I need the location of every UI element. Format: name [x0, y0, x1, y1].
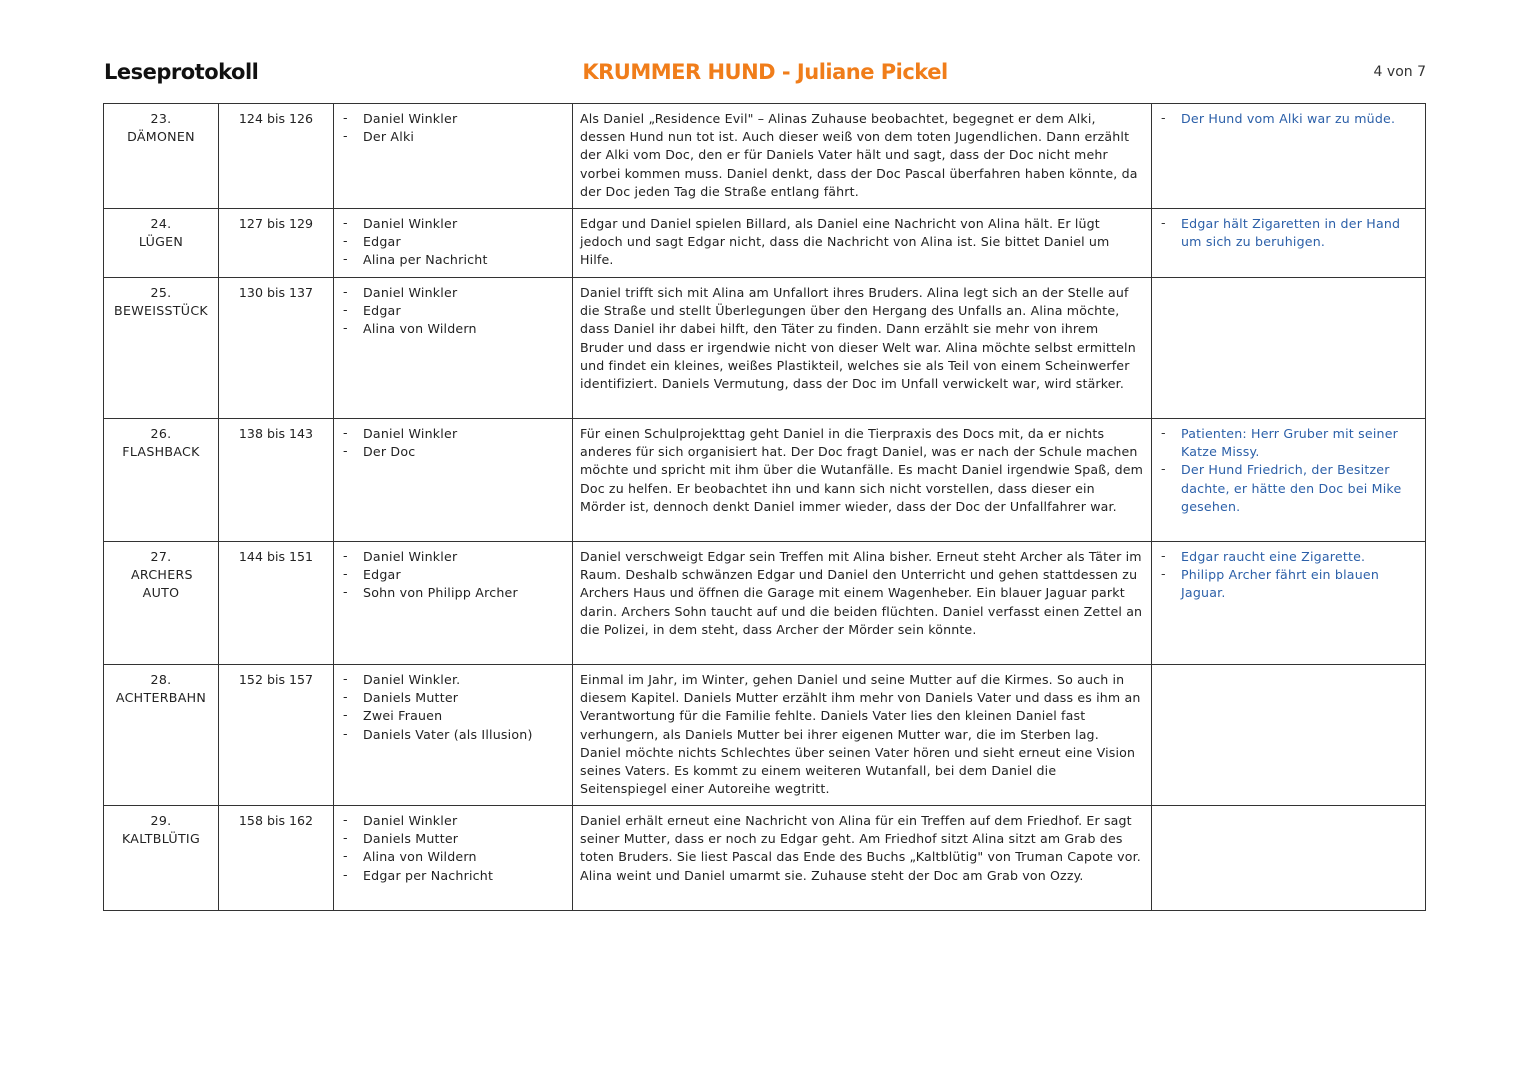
- chapter-number: 28.: [150, 672, 172, 687]
- summary-cell: Daniel trifft sich mit Alina am Unfallort ihres Bruders. Alina legt sich an der Stelle auf die Straße und stellt Überlegungen über den Hergang des Unfalls an. Alina möchte, dass Daniel ihr dabei hilft, den Täter zu finden. Dann erzählt sie mehr von ihrem Bruder und dass er irgendwie nicht von dieser Welt war. Alina möchte selbst ermitteln und findet ein kleines, weißes Plastikteil, welches sie als Teil von einem Scheinwerfer identifiziert. Daniels Vermutung, dass der Doc im Unfall verwickelt war, wird stärker.: [573, 278, 1152, 419]
- characters-list: [341, 110, 565, 146]
- note-item: - Philipp Archer fährt ein blauen Jaguar.: [1159, 566, 1418, 602]
- characters-cell: [334, 542, 573, 665]
- character-item: - Edgar: [341, 566, 565, 584]
- reading-protocol-table: [103, 103, 1426, 911]
- note-item: - Edgar raucht eine Zigarette.: [1159, 548, 1418, 566]
- chapter-title: ARCHERS AUTO: [131, 567, 193, 601]
- table-body: [104, 104, 1426, 911]
- notes-cell: [1152, 209, 1426, 278]
- notes-cell: [1152, 806, 1426, 911]
- chapter-title: ACHTERBAHN: [115, 690, 207, 706]
- character-item: - Zwei Frauen: [341, 707, 565, 725]
- pages-cell: 124 bis 126: [219, 104, 334, 209]
- summary-cell: Daniel verschweigt Edgar sein Treffen mit Alina bisher. Erneut steht Archer als Täter im Raum. Deshalb schwänzen Edgar und Daniel den Unterricht und gehen stattdessen zu Archers Haus und öffnen die Garage mit einem Wagenheber. Ein blauer Jaguar parkt darin. Archers Sohn taucht auf und die beiden flüchten. Daniel verfasst einen Zettel an die Polizei, in dem steht, dass Archer der Mörder sein könnte.: [573, 542, 1152, 665]
- character-item: - Daniel Winkler: [341, 284, 565, 302]
- characters-list: [341, 425, 565, 461]
- characters-cell: [334, 806, 573, 911]
- characters-cell: [334, 104, 573, 209]
- character-item: - Edgar: [341, 302, 565, 320]
- page-header: [104, 58, 1426, 94]
- chapter-cell: [104, 104, 219, 209]
- character-item: - Sohn von Philipp Archer: [341, 584, 565, 602]
- table-row: [104, 209, 1426, 278]
- chapter-title: DÄMONEN: [127, 129, 195, 145]
- chapter-cell: [104, 806, 219, 911]
- notes-list: [1159, 425, 1418, 516]
- character-item: - Der Doc: [341, 443, 565, 461]
- character-item: - Daniel Winkler: [341, 812, 565, 830]
- chapter-cell: [104, 665, 219, 806]
- character-item: - Edgar per Nachricht: [341, 867, 565, 885]
- characters-cell: [334, 278, 573, 419]
- document-label: Leseprotokoll: [104, 60, 259, 84]
- note-item: - Patienten: Herr Gruber mit seiner Katze Missy.: [1159, 425, 1418, 461]
- notes-cell: [1152, 665, 1426, 806]
- notes-cell: [1152, 419, 1426, 542]
- document-title: KRUMMER HUND - Juliane Pickel: [582, 60, 948, 84]
- chapter-number: 26.: [150, 426, 172, 441]
- character-item: - Alina von Wildern: [341, 320, 565, 338]
- character-item: - Daniel Winkler: [341, 215, 565, 233]
- table-row: [104, 104, 1426, 209]
- character-item: - Daniel Winkler: [341, 110, 565, 128]
- characters-list: [341, 671, 565, 744]
- table-row: [104, 806, 1426, 911]
- summary-cell: Edgar und Daniel spielen Billard, als Daniel eine Nachricht von Alina hält. Er lügt jedoch und sagt Edgar nicht, dass die Nachricht von Alina ist. Sie bittet Daniel um Hilfe.: [573, 209, 1152, 278]
- character-item: - Der Alki: [341, 128, 565, 146]
- chapter-number: 25.: [150, 285, 172, 300]
- characters-cell: [334, 419, 573, 542]
- pages-cell: 127 bis 129: [219, 209, 334, 278]
- notes-list: [1159, 110, 1418, 128]
- notes-cell: [1152, 278, 1426, 419]
- characters-cell: [334, 209, 573, 278]
- character-item: - Daniels Vater (als Illusion): [341, 726, 565, 744]
- summary-cell: Einmal im Jahr, im Winter, gehen Daniel und seine Mutter auf die Kirmes. So auch in diesem Kapitel. Daniels Mutter erzählt ihm mehr von Daniels Vater und dass es ihm an Verantwortung für die Familie fehlte. Daniels Vater lies den kleinen Daniel fast verhungern, als Daniels Mutter bei ihrer eigenen Mutter war, die im Sterben lag. Daniel möchte nichts Schlechtes über seinen Vater hören und sieht erneut eine Vision seines Vaters. Es kommt zu einem weiteren Wutanfall, bei dem Daniel die Seitenspiegel einer Autoreihe wegtritt.: [573, 665, 1152, 806]
- chapter-number: 27.: [150, 549, 172, 564]
- character-item: - Alina von Wildern: [341, 848, 565, 866]
- chapter-cell: [104, 542, 219, 665]
- notes-cell: [1152, 104, 1426, 209]
- pages-cell: 158 bis 162: [219, 806, 334, 911]
- characters-cell: [334, 665, 573, 806]
- table-row: [104, 419, 1426, 542]
- chapter-title: LÜGEN: [138, 234, 184, 250]
- summary-cell: Als Daniel „Residence Evil" – Alinas Zuhause beobachtet, begegnet er dem Alki, dessen Hund nun tot ist. Auch dieser weiß von dem toten Jugendlichen. Dann erzählt der Alki vom Doc, den er für Daniels Vater hält und sagt, dass der Doc nicht mehr vorbei kommen muss. Daniel denkt, dass der Doc Pascal überfahren haben könnte, da der Doc jeden Tag die Straße entlang fährt.: [573, 104, 1152, 209]
- characters-list: [341, 215, 565, 270]
- pages-cell: 138 bis 143: [219, 419, 334, 542]
- character-item: - Alina per Nachricht: [341, 251, 565, 269]
- chapter-title: FLASHBACK: [122, 444, 200, 460]
- chapter-number: 24.: [150, 216, 172, 231]
- characters-list: [341, 812, 565, 885]
- characters-list: [341, 548, 565, 603]
- summary-cell: Daniel erhält erneut eine Nachricht von Alina für ein Treffen auf dem Friedhof. Er sagt seiner Mutter, dass er noch zu Edgar geht. Am Friedhof sitzt Alina sitzt am Grab des toten Bruders. Sie liest Pascal das Ende des Buchs „Kaltblütig" von Truman Capote vor. Alina weint und Daniel umarmt sie. Zuhause steht der Doc am Grab von Ozzy.: [573, 806, 1152, 911]
- pages-cell: 130 bis 137: [219, 278, 334, 419]
- character-item: - Daniels Mutter: [341, 689, 565, 707]
- table-row: [104, 542, 1426, 665]
- pages-cell: 152 bis 157: [219, 665, 334, 806]
- page-number: 4 von 7: [1373, 64, 1426, 80]
- note-item: - Der Hund Friedrich, der Besitzer dachte, er hätte den Doc bei Mike gesehen.: [1159, 461, 1418, 516]
- character-item: - Daniel Winkler.: [341, 671, 565, 689]
- summary-cell: Für einen Schulprojekttag geht Daniel in die Tierpraxis des Docs mit, da er nichts anderes für sich organisiert hat. Der Doc fragt Daniel, was er nach der Schule machen möchte und spricht mit ihm über die Wutanfälle. Es macht Daniel irgendwie Spaß, dem Doc zu helfen. Er beobachtet ihn und kann sich nicht vorstellen, dass dieser ein Mörder ist, dennoch denkt Daniel immer wieder, dass der Doc der Unfallfahrer war.: [573, 419, 1152, 542]
- notes-list: [1159, 215, 1418, 251]
- character-item: - Daniel Winkler: [341, 548, 565, 566]
- note-item: - Der Hund vom Alki war zu müde.: [1159, 110, 1418, 128]
- chapter-title: KALTBLÜTIG: [121, 831, 201, 847]
- pages-cell: 144 bis 151: [219, 542, 334, 665]
- chapter-cell: [104, 209, 219, 278]
- character-item: - Daniels Mutter: [341, 830, 565, 848]
- table-row: [104, 278, 1426, 419]
- note-item: - Edgar hält Zigaretten in der Hand um sich zu beruhigen.: [1159, 215, 1418, 251]
- character-item: - Edgar: [341, 233, 565, 251]
- notes-cell: [1152, 542, 1426, 665]
- characters-list: [341, 284, 565, 339]
- character-item: - Daniel Winkler: [341, 425, 565, 443]
- chapter-cell: [104, 419, 219, 542]
- chapter-title: BEWEISSTÜCK: [114, 303, 208, 319]
- chapter-cell: [104, 278, 219, 419]
- notes-list: [1159, 548, 1418, 603]
- chapter-number: 23.: [150, 111, 172, 126]
- table-row: [104, 665, 1426, 806]
- chapter-number: 29.: [150, 813, 172, 828]
